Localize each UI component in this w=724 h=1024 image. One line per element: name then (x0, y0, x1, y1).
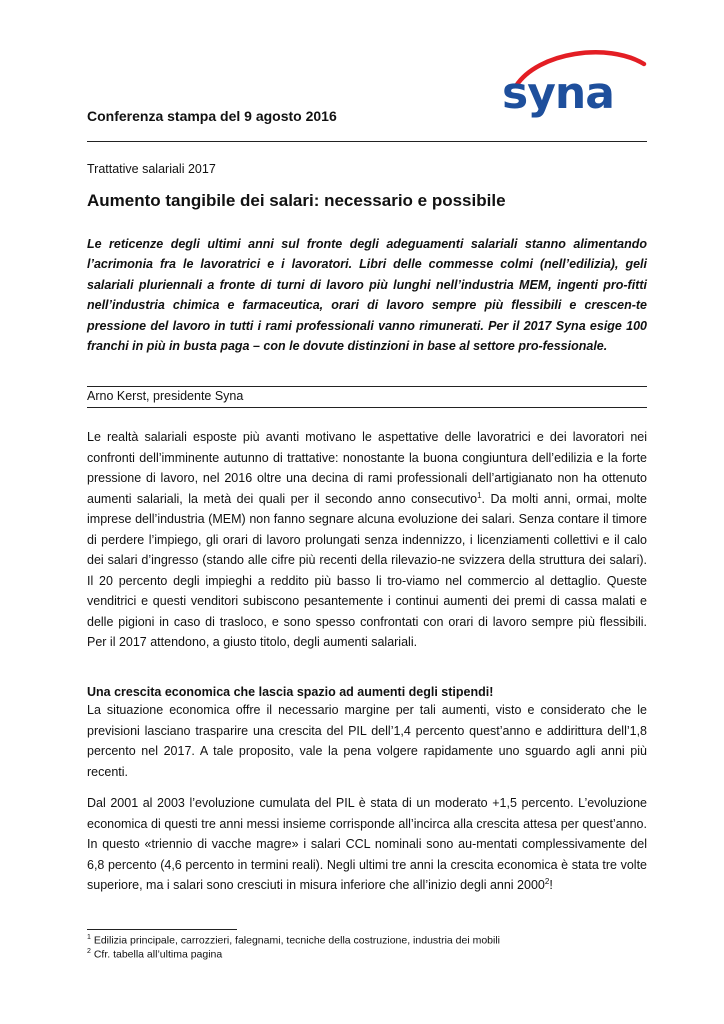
footnote-separator (87, 929, 237, 930)
body-paragraph-2: La situazione economica offre il necessario margine per tali aumenti, visto e considerato che le previsioni lasciano trasparire una crescita del PIL dell’1,4 percento quest’anno e addirittura dell’1,8 percento nel 2017. A tale proposito, vale la pena volgere rapidamente uno sguardo agli anni più recenti. (87, 703, 647, 779)
topic-label: Trattative salariali 2017 (87, 162, 216, 176)
footnote-ref-1: 1 (477, 490, 482, 500)
author-line: Arno Kerst, presidente Syna (87, 389, 244, 403)
footnote-2: $^2$ Cfr. tabella all’ultima pagina (87, 948, 223, 961)
footnote-ref-2: 2 (544, 876, 550, 886)
author-bottom-rule (87, 407, 647, 408)
logo-text: syna (502, 68, 614, 119)
article-title: Aumento tangibile dei salari: necessario e possibile (87, 191, 506, 210)
body-paragraph-3: Dal 2001 al 2003 l’evoluzione cumulata del PIL è stata di un moderato +1,5 percento. L’evoluzione economica di questi tre anni messi insieme corrisponde all’incirca alla crescita attesa per quest’anno. In questo «triennio di vacche magre» i salari CCL nominali sono au-mentati complessivamente del 6,8 percento (4,6 percento in termini reali). Negli ultimi tre anni la crescita economica è stata tre volte superiore, ma i salari sono cresciuti in misura inferiore che all’inizio degli anni 2000$^2$! (87, 796, 647, 892)
lead-paragraph: Le reticenze degli ultimi anni sul fronte degli adeguamenti salariali stanno alimentando l’acrimonia fra le lavoratrici e i lavoratori. Libri delle commesse colmi (nell’edilizia), geli salariali pluriennali a fronte di turni di lavoro più lunghi nell’industria MEM, ingenti pro-fitti nell’industria chimica e farmaceutica, orari di lavoro sempre più flessibili e crescen-te pressione del lavoro in tutti i rami professionali vanno rimunerati. Per il 2017 Syna esige 100 franchi in più in busta paga – con le dovute distinzioni in base al settore pro-fessionale. (87, 237, 647, 354)
body-paragraph-1: Le realtà salariali esposte più avanti motivano le aspettative delle lavoratrici e dei lavoratori nei confronti dell’imminente autunno di trattative: nonostante la buona congiuntura dell’edilizia e la forte pressione di lavoro, nel 2016 oltre una decina di rami professionali dell’artigianato non ha ottenuto aumenti salariali, la metà dei quali per il secondo anno consecutivo$^1$. Da molti anni, ormai, molte imprese dell’industria (MEM) non fanno segnare alcuna evoluzione dei salari. Senza contare il timore di perdere l’impiego, gli orari di lavoro prolungati senza indennizzo, i licenziamenti collettivi e il calo dei salari d’ingresso (stando alle cifre più recenti della rilevazio-ne svizzera della struttura dei salari). Il 20 percento degli impieghi a reddito più basso li tro-viamo nel commercio al dettaglio. Queste venditrici e questi venditori subiscono pesantemente i continui aumenti dei premi di cassa malati e delle pigioni in caso di trasloco, e sono spesso confrontati con orari di lavoro sempre più flessibili. Per il 2017 attendono, a giusto titolo, degli aumenti salariali. (87, 430, 647, 649)
syna-logo (498, 46, 648, 130)
press-conference-title: Conferenza stampa del 9 agosto 2016 (87, 108, 337, 124)
section-heading: Una crescita economica che lascia spazio ad aumenti degli stipendi! (87, 685, 494, 699)
author-top-rule (87, 386, 647, 387)
header-divider (87, 141, 647, 142)
footnote-1: $^1$ Edilizia principale, carrozzieri, falegnami, tecniche della costruzione, industria dei mobili (87, 934, 501, 947)
